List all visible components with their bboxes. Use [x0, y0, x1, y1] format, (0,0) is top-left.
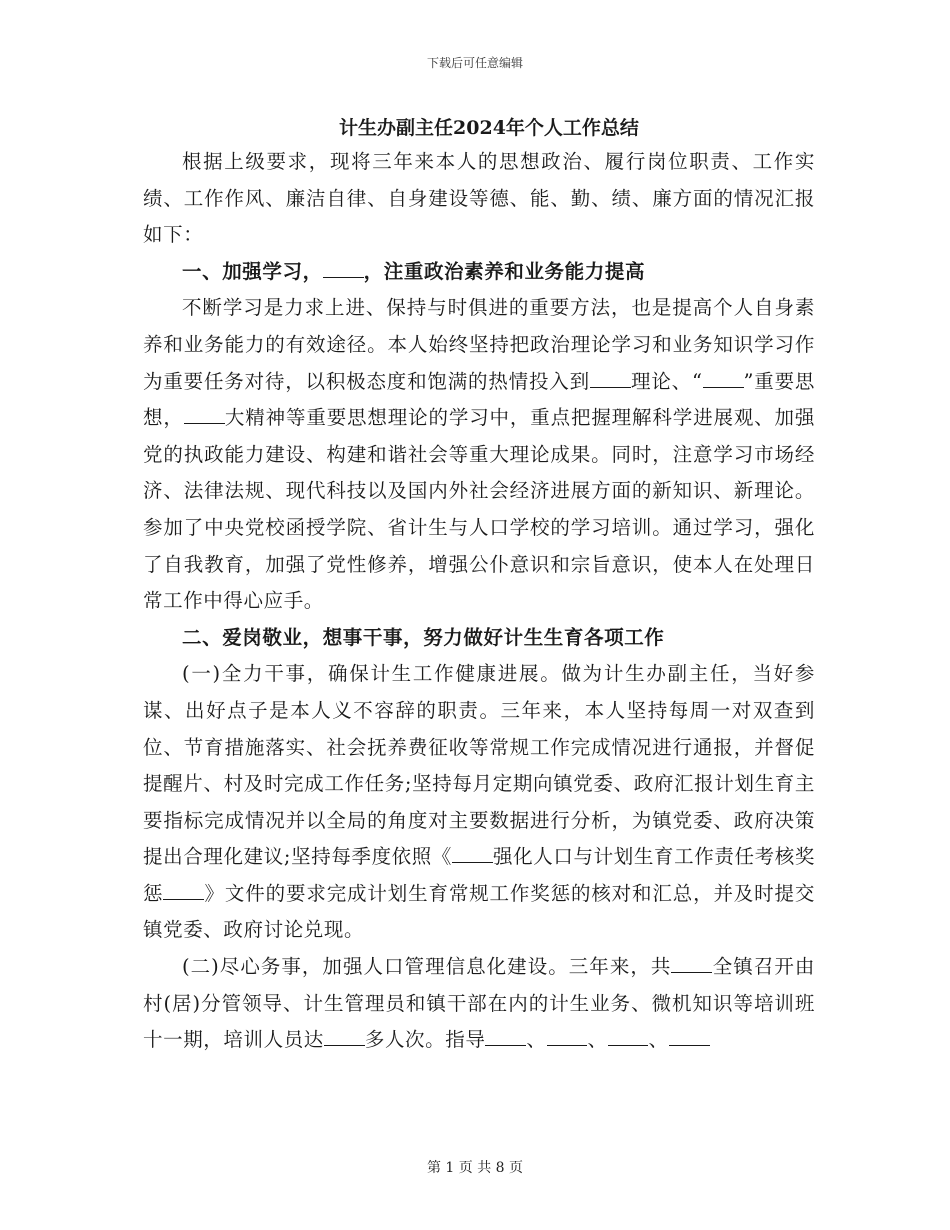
- section1-text-a: 不断学习是力求上进、保持与时俱进的重要方法，也是提高个人自身素养和业务能力的有效途径。本人始终坚持把政治理论学习和业务知识学习作为重要任务对待，以积极态度和饱满的热情投入到: [143, 296, 815, 393]
- section1-heading-part-a: 一、加强学习，: [182, 259, 323, 283]
- section2-sub1-paragraph: [143, 656, 815, 949]
- section2-sub2-text-c: 多人次。指导: [364, 1028, 486, 1052]
- document-title: 计生办副主任2024年个人工作总结: [339, 117, 639, 139]
- page-footer: 第 1 页 共 8 页: [426, 1160, 524, 1176]
- fill-blank: [669, 1025, 710, 1046]
- fill-blank: [452, 842, 493, 863]
- section1-text-d: 大精神等重要思想理论的学习中，重点把握理解科学进展观、加强党的执政能力建设、构建和谐社会等重大理论成果。同时，注意学习市场经济、法律法规、现代科技以及国内外社会经济进展方面的新知识、新理论。参加了中央党校函授学院、省计生与人口学校的学习培训。通过学习，强化了自我教育，加强了党性修养，增强公仆意识和宗旨意识，使本人在处理日常工作中得心应手。: [143, 406, 815, 613]
- fill-blank: [703, 366, 744, 387]
- section1-text-c: ”重要思想，: [143, 369, 816, 430]
- section1-heading-part-b: ，注重政治素养和业务能力提高: [363, 259, 646, 283]
- section2-sub1-text-c: 》文件的要求完成计划生育常规工作奖惩的核对和汇总，并及时提交镇党委、政府讨论兑现。: [143, 881, 815, 942]
- fill-blank: [184, 403, 225, 424]
- fill-blank: [324, 1025, 365, 1046]
- section2-sub2-text-a: (二)尽心务事，加强人口管理信息化建设。三年来，共: [182, 955, 672, 979]
- fill-blank: [590, 366, 631, 387]
- section1-text-b: 理论、“: [630, 369, 703, 393]
- fill-blank: [671, 952, 712, 973]
- fill-blank: [608, 1025, 649, 1046]
- section1-heading: [143, 254, 815, 291]
- section2-heading: 二、爱岗敬业，想事干事，努力做好计生生育各项工作: [182, 625, 665, 649]
- separator: 、: [587, 1028, 608, 1052]
- section2-sub1-text-b: 强化人口与计划生育工作责任考核奖惩: [143, 845, 815, 905]
- section2-sub2-text-b: 全镇召开由村(居)分管领导、计生管理员和镇干部在内的计生业务、微机知识等培训班十一期，培训人员达: [143, 955, 815, 1052]
- section2-sub2-paragraph: [143, 949, 815, 1059]
- intro-paragraph: 根据上级要求，现将三年来本人的思想政治、履行岗位职责、工作实绩、工作作风、廉洁自律、自身建设等德、能、勤、绩、廉方面的情况汇报如下：: [143, 150, 815, 247]
- fill-blank: [323, 256, 364, 277]
- fill-blank: [547, 1025, 588, 1046]
- document-body: [143, 112, 815, 1059]
- section2-sub1-text-a: (一)全力干事，确保计生工作健康进展。做为计生办副主任，当好参谋、出好点子是本人义不容辞的职责。三年来，本人坚持每周一对双查到位、节育措施落实、社会抚养费征收等常规工作完成情况进行通报，并督促提醒片、村及时完成工作任务;坚持每月定期向镇党委、政府汇报计划生育主要指标完成情况并以全局的角度对主要数据进行分析，为镇党委、政府决策提出合理化建议;坚持每季度依照《: [143, 662, 815, 869]
- header-note: 下载后可任意编辑: [426, 56, 523, 70]
- fill-blank: [163, 878, 204, 899]
- fill-blank: [485, 1025, 526, 1046]
- separator: 、: [526, 1028, 547, 1052]
- separator: 、: [648, 1028, 669, 1052]
- section1-paragraph: [143, 290, 815, 619]
